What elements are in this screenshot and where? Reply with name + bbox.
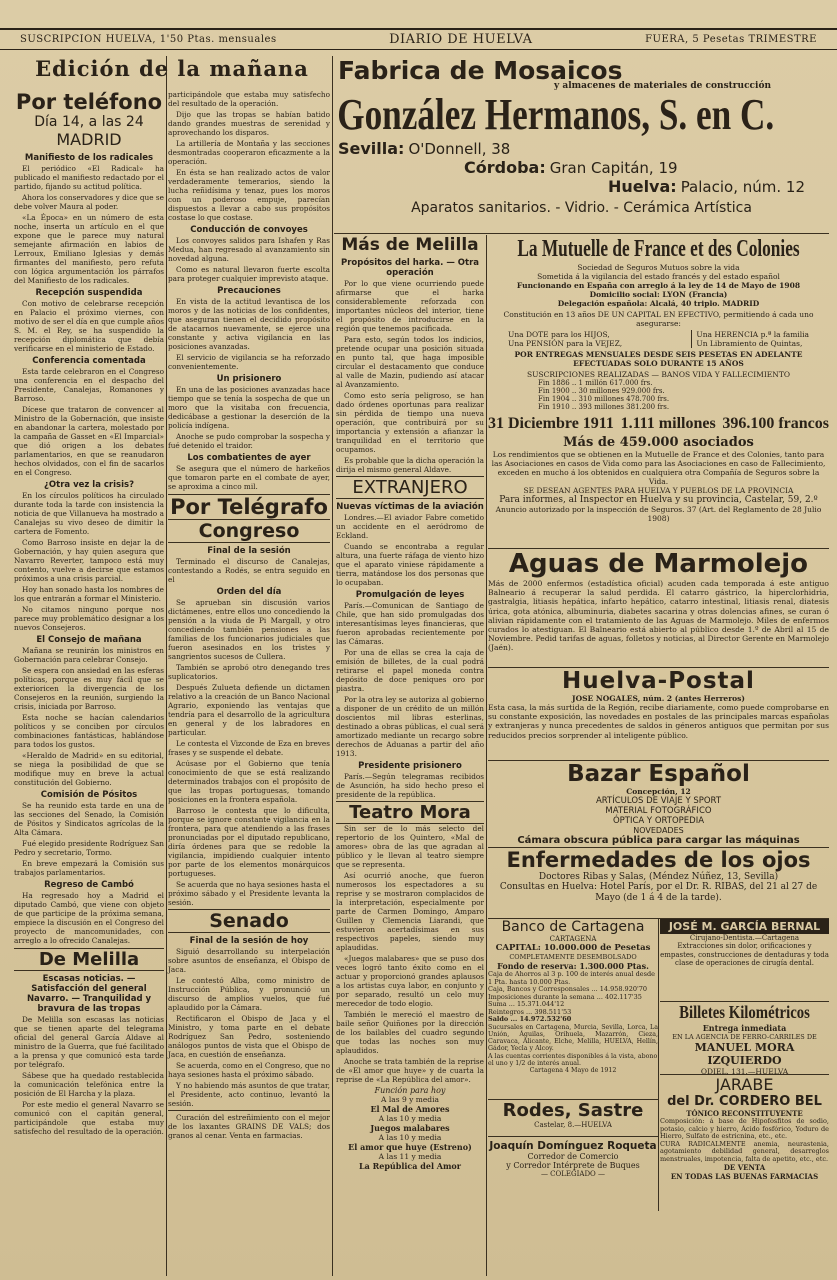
article-paragraph: No citamos ninguno porque nos parece muy problemático designar a los nuevos Consejeros. <box>14 605 164 632</box>
ad-line: Reintegros ... 398.511'53 <box>488 1007 572 1016</box>
ad-line: EN LA AGENCIA DE FERRO-CARRILES DE <box>672 1033 817 1041</box>
ad-title: Banco de Cartagena <box>501 919 645 935</box>
benefit: Una HERENCIA p.ª la familia <box>696 330 809 339</box>
ad-marmolejo <box>488 549 829 668</box>
year-row: Fin 1900 .. 30 millones 929.000 frs. <box>538 387 665 395</box>
program-time: A las 9 y media <box>381 1095 439 1104</box>
article-paragraph: Como Barroso insiste en dejar la de Gobernación, y hay quien asegura que Navarro Reverter, tampoco está muy contento, vuelve a decirse que estamos próximos a una crisis parcial. <box>14 538 164 583</box>
article-paragraph: Sábese que ha quedado restablecida la comunicación telefónica entre la posición de El Harcha y la plaza. <box>14 1071 164 1098</box>
section-heading: Un prisionero <box>216 374 282 384</box>
headline-por-telefono: Por teléfono <box>15 90 163 114</box>
ad-line: ODIEL, 131.—HUELVA <box>700 1067 789 1076</box>
ad-line: MATERIAL FOTOGRÁFICO <box>605 806 712 816</box>
ad-products: Aparatos sanitarios. - Vidrio. - Cerámica Artística <box>411 200 752 216</box>
year-row: Fin 1910 .. 393 millones 381.200 frs. <box>538 403 670 411</box>
article-paragraph: Sin ser de lo más selecto del repertorio de los Quintero, «Mal de amores» obra de las que agradan al público y le llevan al teatro siempre que se representa. <box>336 824 484 869</box>
bottom-left-ads <box>488 919 659 1211</box>
ad-huelva-postal <box>488 668 829 761</box>
benefit: Una DOTE para los HIJOS, <box>508 330 610 339</box>
ad-title: Aguas de Marmolejo <box>508 549 809 579</box>
ad-line: y Corredor Intérprete de Buques <box>506 1161 640 1170</box>
section-heading: Regreso de Cambó <box>44 880 134 890</box>
section-heading: Escasas noticias. — Satisfacción del general Navarro. — Tranquilidad y bravura de las tropas <box>26 974 152 1014</box>
section-heading: Conducción de convoyes <box>190 225 308 235</box>
article-paragraph: También se aprobó otro denegando tres suplicatorios. <box>168 663 330 681</box>
headline-por-telegrafo: Por Telégrafo <box>168 494 330 519</box>
benefit-list <box>488 328 829 350</box>
article-paragraph: En los círculos políticos ha circulado durante toda la tarde con insistencia la noticia de que Villanueva ha mostrado a Canalejas su vivo deseo de dimitir la cartera de Fomento. <box>14 491 164 536</box>
ad-rodes-sastre <box>488 1100 658 1137</box>
ad-address: Concepción, 12 <box>626 787 691 796</box>
ad-line: Corredor de Comercio <box>527 1152 619 1161</box>
article-paragraph: Fué elegido presidente Rodríguez San Pedro y secretario, Tormo. <box>14 839 164 857</box>
ad-line: Constitución en 13 años DE UN CAPITAL EN EFECTIVO, permitiendo á cada uno asegurarse: <box>503 310 814 328</box>
ad-line: Imposiciones durante la semana ... 402.117'35 <box>488 992 642 1001</box>
article-paragraph: Se acuerda que no haya sesiones hasta el próximo sábado y el Presidente levanta la sesión. <box>168 880 330 907</box>
headline-de-melilla: De Melilla <box>14 948 164 971</box>
ad-banco-cartagena <box>488 919 658 1100</box>
dateline: Día 14, a las 24 <box>34 114 144 130</box>
ad-title: Billetes Kilométricos <box>679 1002 810 1022</box>
ad-line: COMPLETAMENTE DESEMBOLSADO <box>509 953 637 961</box>
bottom-ads <box>488 919 829 1211</box>
article-paragraph: Se aprueban sin discusión varios dictámenes, entre ellos uno concediendo la pensión a la viuda de Pi Margall, y otro concediendo también pensiones a las familias de los funcionarios judiciales que fueron asesinados en los tristes y sangrientos sucesos de Cullera. <box>168 598 330 661</box>
subscriptions-table <box>488 379 829 411</box>
article-paragraph: Dijo que las tropas se habían batido dando grandes muestras de serenidad y aprovechando los disparos. <box>168 110 330 137</box>
section-heading: Final de la sesión <box>207 546 291 556</box>
article-paragraph: París.—Según telegramas recibidos de Asunción, ha sido hecho preso el presidente de la república. <box>336 772 484 799</box>
city-label: Huelva: <box>607 177 677 196</box>
ad-bazar-espanol <box>488 761 829 848</box>
year-row: Fin 1886 .. 1 millón 617.000 frs. <box>538 379 653 387</box>
article-paragraph: Se acuerda, como en el Congreso, que no haya sesiones hasta el próximo sábado. <box>168 1061 330 1079</box>
section-heading: Promulgación de leyes <box>355 590 465 600</box>
article-paragraph: Se ha reunido esta tarde en una de las secciones del Senado, la Comisión de Pósitos y Sindicatos agrícolas de la Alta Cámara. <box>14 801 164 837</box>
program-heading: Función para hoy <box>374 1086 446 1095</box>
section-heading: Manifiesto de los radicales <box>24 153 154 163</box>
program-title: Juegos malabares <box>370 1123 450 1133</box>
ad-line: TÓNICO RECONSTITUYENTE <box>686 1109 803 1118</box>
article-paragraph: El periódico «El Radical» ha publicado el manifiesto redactado por el partido, fijando su actitud política. <box>14 164 164 191</box>
ad-line: — COLEGIADO — <box>540 1170 606 1178</box>
article-paragraph: Terminado el discurso de Canalejas, contestando a Rodés, se entra seguido en el <box>168 557 330 584</box>
ad-line: A las cuentas corrientes disponibles á la vista, abono el uno y 1/2 de interés anual. <box>488 1052 658 1067</box>
article-paragraph: Esta tarde celebraron en el Congreso una conferencia en el despacho del Presidente, Canalejas, Romanones y Barroso. <box>14 367 164 403</box>
ad-line: Sometida á la vigilancia del estado francés y del estado español <box>537 272 780 281</box>
ad-line: Para informes, al Inspector en Huelva y su provincia, Castelar, 59, 2.º <box>499 495 818 505</box>
ad-address: JOSE NOGALES, núm. 2 (antes Herreros) <box>572 694 745 703</box>
ad-line: SUSCRIPCIONES REALIZADAS — BANOS VIDA Y FALLECIMIENTO <box>527 370 790 379</box>
ad-subtitle: y almacenes de materiales de construcción <box>554 81 771 91</box>
article-paragraph: «La Época» en un número de esta noche, inserta un artículo en el que expone que le parece muy natural semejante afirmación en labios de Lerroux, Emiliano Iglesias y demás firmantes del manifiesto, pero refuta con lógica argumentación los párrafos del Manifiesto de los radicales. <box>14 213 164 285</box>
ad-line: Delegación española: Alcalá, 40 triplo. MADRID <box>557 299 760 308</box>
city-label: Córdoba: <box>464 158 546 177</box>
article-paragraph: Como esto sería peligroso, se han dado órdenes oportunas para realizar sin pérdida de tiempo una nueva operación, que contribuirá por su importancia y extensión a afianzar la tranquilidad en el territorio que ocupamos. <box>336 391 484 454</box>
column-rule <box>332 56 333 1276</box>
article-paragraph: Así ocurrió anoche, que fueron numerosos los espectadores a su reprise y se mostraron complacidos de la interpretación, especialmente por parte de Carmen Domingo, Amparo Guillen y Clemencia Liarandi, que estuvieron acertadísimas en sus respectivos papeles, siendo muy aplaudidas. <box>336 871 484 952</box>
article-paragraph: Esta noche se hacían calendarios políticos y se conciben por círculos combinaciones fantásticas, hablándose para todos los gustos. <box>14 713 164 749</box>
article-paragraph: Hoy han sonado hasta los nombres de los que entrarán a formar el Ministerio. <box>14 585 164 603</box>
ad-line: ARTÍCULOS DE VIAJE Y SPORT <box>595 796 722 806</box>
ad-line: CARTAGENA <box>549 935 597 943</box>
year-row: Fin 1904 .. 310 millones 478.700 frs. <box>538 395 670 403</box>
masthead <box>0 28 837 50</box>
ad-title: Enfermedades de los ojos <box>506 848 811 872</box>
section-heading: El Consejo de mañana <box>36 635 142 645</box>
ad-line: Cirujano-Dentista.—Cartagena <box>689 934 800 942</box>
article-paragraph: Por lo que viene ocurriendo puede afirmarse que el harka considerablemente reforzada con importantes núcleos del interior, tiene el propósito de introducirse en la región que tenemos pacificada. <box>336 279 484 333</box>
article-paragraph: Es probable que la dicha operación la dirija el mismo general Aldave. <box>336 456 484 474</box>
section-heading: Recepción suspendida <box>35 288 143 298</box>
article-paragraph: Se asegura que el número de harkeños que tomaron parte en el combate de ayer, se aproxima a cinco mil. <box>168 464 330 491</box>
article-paragraph: Londres.—El aviador Fabre cometido un accidente en el aeródromo de Eckland. <box>336 513 484 540</box>
ad-line: EN TODAS LAS BUENAS FARMACIAS <box>670 1172 819 1181</box>
city-label: Sevilla: <box>338 139 405 158</box>
section-heading: Presidente prisionero <box>358 761 462 771</box>
column-rule <box>166 56 167 1276</box>
program-title: El amor que huye (Estreno) <box>348 1142 472 1152</box>
associates: Más de 459.000 asociados <box>563 435 754 450</box>
article-paragraph: Por la otra ley se autoriza al gobierno a disponer de un crédito de un millón doscientos mil libras esterlinas, destinado a obras públicas, el cual será amortizado mediante un recargo sobre derechos de Aduanas a partir del año 1913. <box>336 695 484 758</box>
laxative-notice: Curación del estreñimiento con el mejor de los laxantes GRAINS DE VALS; dos granos al cenar. Venta en farmacias. <box>168 1110 330 1140</box>
ad-jarabe-cordero-bel <box>660 1075 829 1181</box>
benefit: Una PENSIÓN para la VEJEZ, <box>508 339 623 348</box>
figure-millions: 1.111 millones <box>620 415 716 432</box>
article-paragraph: Mañana se reunirán los ministros en Gobernación para celebrar Consejo. <box>14 646 164 664</box>
address: O'Donnell, 38 <box>408 140 511 158</box>
ad-title: Joaquín Domínguez Roqueta <box>489 1140 657 1152</box>
ad-dominguez-roqueta <box>488 1140 658 1178</box>
ad-billetes-kilometricos <box>660 1002 829 1075</box>
column-2 <box>168 90 330 1276</box>
figure-francs: 396.100 francos <box>722 415 829 432</box>
city: MADRID <box>56 130 122 149</box>
ad-title: JARABE <box>715 1075 774 1094</box>
headline-senado: Senado <box>168 909 330 933</box>
article-paragraph: En ésta se han realizado actos de valor verdaderamente temerarios, siendo la lucha reñidísima y tenaz, pues los moros con un poderoso empuje, parecían dispuestos a llevar a cabo sus propósitos costase lo que costase. <box>168 168 330 222</box>
article-paragraph: Anoche se pudo comprobar la sospecha y fué detenido el traidor. <box>168 432 330 450</box>
ad-line: Caja de Ahorros al 3 p. 100 de interés anual desde 1 Pta. hasta 10.000 Ptas. <box>488 970 655 986</box>
section-heading: Los combatientes de ayer <box>187 453 311 463</box>
headline-teatro-mora: Teatro Mora <box>336 801 484 824</box>
subscription-local: SUSCRIPCION HUELVA, 1'50 Ptas. mensuales <box>20 34 277 45</box>
ad-line: ÓPTICA Y ORTOPEDIA <box>612 816 705 826</box>
section-heading: ¿Otra vez la crisis? <box>43 480 135 490</box>
ad-line: Sucursales en Cartagena, Murcia, Sevilla, Lorca, La Unión, Águilas, Orihuela, Mazarrón, Cieza, Caravaca, Alicante, Elche, Melilla, HUELVA, Hellín, Gádor, Yecla y Alcoy. <box>488 1023 658 1053</box>
headline-extranjero: EXTRANJERO <box>336 476 484 499</box>
section-heading: Propósitos del harka. — Otra operación <box>340 258 480 278</box>
ad-text: Más de 2000 enfermos (estadística oficial) acuden cada temporada á este antiguo Balneario á recuperar la salud perdida. El catarro gástrico, la hiperclorhidria, gastralgia, litiasis hepática, infarto hepático, catarro intestinal, litiasis renal, diatesis úrica, gota atónica, albuminuria, diabetes sacarina y otras dolencias afines, se curan ó alivian rápidamente con el tratamiento de las Aguas de Marmolejo. Miles de enfermos curados lo atestiguan. El Balneario está abierto al público desde 1.º de Abril al 15 de Noviembre. Pedid tarifas de aguas, folletos y noticias, al Director Gerente en Marmolejo (Jaén). <box>488 579 829 653</box>
ad-title: Rodes, Sastre <box>502 1100 644 1121</box>
ad-line: POR ENTREGAS MENSUALES DESDE SEIS PESETAS EN ADELANTE EFECTUADAS SOLO DURANTE 15 AÑOS <box>514 350 803 368</box>
article-paragraph: El servicio de vigilancia se ha reforzado convenientemente. <box>168 353 330 371</box>
article-paragraph: Como es natural llevaron fuerte escolta para proteger cualquier imprevisto ataque. <box>168 265 330 283</box>
ad-line: Caja, Bancos y Corresponsales ... 14.958.920'70 <box>488 985 648 993</box>
section-heading: Conferencia comentada <box>32 356 146 366</box>
article-paragraph: Por este medio el general Navarro se comunicó con el capitán general, participándole que estaba muy satisfecho del resultado de la operación. <box>14 1100 164 1136</box>
article-paragraph: También le mereció el maestro de baile señor Quiñones por la dirección de los bailables del cuadro segundo que todas las noches son muy aplaudidos. <box>336 1010 484 1055</box>
article-paragraph: Dícese que trataron de convencer al Ministro de la Gobernación, que insiste en abandonar la cartera, molestado por la campaña de Gasset en «El Imparcial» que dió origen a los debates parlamentarios, en que se reanudaron hechos olvidados, con el fin de sacarlos en el Congreso. <box>14 405 164 477</box>
ad-title: JOSÉ M. GARCÍA BERNAL <box>660 919 829 934</box>
section-heading: Final de la sesión de hoy <box>189 936 309 946</box>
article-paragraph: Rectificaron el Obispo de Jaca y el Ministro, y toma parte en el debate Rodríguez San Pedro, sosteniendo análogos puntos de vista que el Obispo de Jaca, en cuestión de enseñanza. <box>168 1014 330 1059</box>
company-name: González Hermanos, S. en C. <box>337 90 775 139</box>
section-heading: Precauciones <box>217 286 281 296</box>
ad-line: Cámara obscura pública para cargar las máquinas <box>517 835 800 846</box>
article-paragraph: Siguió desarrollando su interpelación sobre asuntos de enseñanza, el Obispo de Jaca. <box>168 947 330 974</box>
subscription-outside: FUERA, 5 Pesetas TRIMESTRE <box>645 34 817 45</box>
article-paragraph: La artillería de Montaña y las secciones desmontradas cooperaron eficazmente a la operación. <box>168 139 330 166</box>
benefit: Un Libramiento de Quintas, <box>696 339 803 348</box>
ad-address: Castelar, 8.—HUELVA <box>534 1121 612 1129</box>
ad-line: Los rendimientos que se obtienen en la Mutuelle de France et des Colonies, tanto para las Asociaciones en casos de Vida como para las Asociaciones en caso de Fallecimiento, exceden en mucho á los obtenidos en cualquiera otra Compañía de Seguros sobre la Vida. <box>491 450 826 486</box>
article-paragraph: En una de las posiciones avanzadas hace tiempo que se tenía la sospecha de que un moro que la visitaba con frecuencia, dedicábase a gestionar la deserción de la policía indígena. <box>168 385 330 430</box>
ad-line: Extracciones sin dolor, orificaciones y empastes, construcciones de dentaduras y toda clase de operaciones de cirugía dental. <box>660 942 829 967</box>
ad-line: DE VENTA <box>723 1163 766 1172</box>
ad-line: Cartagena 4 Mayo de 1912 <box>529 1067 617 1075</box>
article-paragraph: París.—Comunican de Santiago de Chile, que han sido promulgadas dos interesantísimas leyes financieras, que fueron aprobadas recientemente por las Cámaras. <box>336 601 484 646</box>
ad-line: del Dr. CORDERO BEL <box>667 1094 822 1109</box>
newspaper-title: DIARIO DE HUELVA <box>389 32 533 47</box>
ad-text: Esta casa, la más surtida de la Región, recibe diariamente, como puede comprobarse en su constante exposición, las novedades en postales de las principales marcas españolas y extranjeras y nunca precedentes de saldos in géneros antiguos que permitan por sus reducidos precios sorprender al inteligente público. <box>488 703 829 740</box>
program-time: A las 11 y media <box>378 1152 442 1161</box>
ad-line: Consultas en Huelva: Hotel París, por el Dr. R. RIBAS, del 21 al 27 de Mayo (de 1 á 4 de la tarde). <box>499 882 818 903</box>
address: Palacio, núm. 12 <box>680 178 805 196</box>
ad-line: Suma ... 15.371.044'12 <box>488 1000 565 1008</box>
headline-mas-de-melilla: Más de Melilla <box>341 235 479 255</box>
section-heading: Orden del día <box>216 587 282 597</box>
article-paragraph: En vista de la actitud levantisca de los moros y de las noticias de los confidentes, que aseguran tienen el decidido propósito de atacarnos nuevamente, se ejerce una constante y activa vigilancia en las posiciones avanzadas. <box>168 297 330 351</box>
ad-title: Fabrica de Mosaicos <box>338 56 623 85</box>
section-heading: Nuevas víctimas de la aviación <box>336 502 484 512</box>
article-paragraph: Acúsase por el Gobierno que tenía conocimiento de que se está realizando determinados trabajos con el propósito de que las tropas portuguesas, tomando posiciones en la frontera española. <box>168 759 330 804</box>
ad-title: La Mutuelle de France et des Colonies <box>517 236 800 262</box>
ad-line: Doctores Ribas y Salas, (Méndez Núñez, 13, Sevilla) <box>538 872 779 882</box>
big-figures <box>488 415 829 433</box>
article-paragraph: Por una de ellas se crea la caja de emisión de billetes, de la cual podrá retirarse el papel moneda contra depósito de doce peniques oro por piastra. <box>336 648 484 693</box>
ad-enfermedades-ojos <box>488 848 829 919</box>
ad-line: Domicilio social: LYON (Francia) <box>589 290 728 299</box>
article-paragraph: De Melilla son escasas las noticias que se tienen aparte del telegrama oficial del general García Aldave al ministro de la Guerra, que fué facilitado a la prensa y que comunicó esta tarde por telégrafo. <box>14 1015 164 1069</box>
article-paragraph: «Juegos malabares» que se puso dos veces logró tanto éxito como en el actuar y proporcionó grandes aplausos a los artistas cuya labor, en conjunto y por separado, resultó un celo muy merecedor de todo elogio. <box>336 954 484 1008</box>
ad-mutuelle <box>488 236 829 549</box>
ad-line: CURA RADICALMENTE anemia, neurastenia, agotamiento debilidad general, desarreglos menstruales, impotencia, falta de apetito, etc., etc. <box>660 1139 829 1163</box>
ad-line: MANUEL MORA IZQUIERDO <box>694 1041 795 1067</box>
article-paragraph: Cuando se encontraba a regular altura, una fuerte ráfaga de viento hizo que el aparato viniese rápidamente a tierra, matándose los dos personas que lo ocupaban. <box>336 542 484 587</box>
ad-line: Funcionando en España con arreglo á la ley de 14 de Mayo de 1908 <box>516 281 801 290</box>
article-paragraph: «Heraldo de Madrid» en su editorial, se niega la posibilidad de que se modifique muy en breve la actual constitución del Gobierno. <box>14 751 164 787</box>
article-paragraph: Con motivo de celebrarse recepción en Palacio el próximo viernes, con motivo de ser el día en que cumple años S. M. el Rey, se ha suspendido la recepción diplomática que debía verificarse en el ministerio de Estado. <box>14 299 164 353</box>
address: Gran Capitán, 19 <box>549 159 678 177</box>
bottom-right-ads <box>660 919 829 1211</box>
program-title: El Mal de Amores <box>370 1104 450 1114</box>
article-paragraph: Y no habiendo más asuntos de que tratar, el Presidente, acto continuo, levantó la sesión. <box>168 1081 330 1108</box>
ad-line: CAPITAL: 10.000.000 de Pesetas <box>495 943 651 953</box>
ad-title: Bazar Español <box>567 761 750 787</box>
article-paragraph: Después Zulueta defiende un dictamen relativo a la creación de un Banco Nacional Agrario, exponiendo las ventajas que tendría para el desarrollo de la agricultura en general y de los labradores en particular. <box>168 683 330 737</box>
ad-garcia-bernal <box>660 919 829 1002</box>
article-paragraph: Para esto, según todos los indicios, pretende ocupar una posición situada en punto tal, que haga imposible circular el destacamento que conduce al valle de Mazin, pudiendo así atacar al Avanzamiento. <box>336 335 484 389</box>
ad-line: Saldo ... 14.972.532'60 <box>488 1015 572 1023</box>
headline-congreso: Congreso <box>168 519 330 543</box>
article-paragraph: Anoche se trata también de la reprise de «El amor que huye» y de cuarta la reprise de «La República del amor». <box>336 1057 484 1084</box>
program-title: La República del Amor <box>359 1161 461 1171</box>
right-ads <box>488 236 829 1208</box>
figure-date: 31 Diciembre 1911 <box>488 415 614 432</box>
article-paragraph: Ahora los conservadores y dice que se debe volver Maura al poder. <box>14 193 164 211</box>
ad-title: Huelva-Postal <box>562 668 755 694</box>
article-paragraph: Le contesta el Vizconde de Eza en breves frases y se suspende el debate. <box>168 739 330 757</box>
ad-line: Entrega inmediata <box>702 1023 787 1033</box>
article-paragraph: participándole que estaba muy satisfecho del resultado de la operación. <box>168 90 330 108</box>
ad-line: SE DESEAN AGENTES PARA HUELVA Y PUEBLOS DE LA PROVINCIA <box>523 486 794 495</box>
ad-gonzalez-hermanos <box>334 56 829 234</box>
edition-title: Edición de la mañana <box>35 56 309 81</box>
article-paragraph: En breve empezará la Comisión sus trabajos parlamentarios. <box>14 859 164 877</box>
column-3 <box>336 235 484 1275</box>
ad-line: Sociedad de Seguros Mutuos sobre la vida <box>577 263 740 272</box>
ad-line: Fondo de reserva: 1.300.000 Ptas. <box>497 961 649 971</box>
program-time: A las 10 y media <box>378 1114 442 1123</box>
article-paragraph: Barroso le contesta que lo dificulta, porque se ignore constante vigilancia en la frontera, para que atendiendo a las frases pronunciadas por el diputado republicano, diría órdenes para que se redoble la vigilancia, impidiendo cualquier intento por parte de los elementos monárquicos portugueses. <box>168 806 330 878</box>
section-heading: Comisión de Pósitos <box>40 790 138 800</box>
ad-line: Composición: á base de Hipofosfitos de sodio, potasio, calcio y hierro, Ácido fosfórico, Yoduro de Hierro, Sulfato de estricnina, etc., etc. <box>660 1117 829 1140</box>
article-paragraph: Le contestó Alba, como ministro de Instrucción Pública, y pronunció un discurso de amplios vuelos, que fué aplaudido por la Cámara. <box>168 976 330 1012</box>
article-paragraph: Ha regresado hoy a Madrid el diputado Cambó, que viene con objeto de que participe de la próxima semana, empiece la discusión en el Congreso del proyecto de mancomunidades, con arreglo a lo ofrecido Canalejas. <box>14 891 164 945</box>
ad-line: NOVEDADES <box>633 826 684 835</box>
article-paragraph: Los convoyes salidos para Ishafen y Ras Medua, han regresado al avanzamiento sin novedad alguna. <box>168 236 330 263</box>
article-paragraph: Se espera con ansiedad en las esferas políticas, porque es muy fácil que se exterioricen la divergencia de los Consejeros en la reunión, surgiendo la crisis, iniciada por Barroso. <box>14 666 164 711</box>
ad-line: Anuncio autorizado por la inspección de Seguros. 37 (Art. del Reglamento de 28 Julio 1908) <box>495 505 822 523</box>
program-time: A las 10 y media <box>378 1133 442 1142</box>
